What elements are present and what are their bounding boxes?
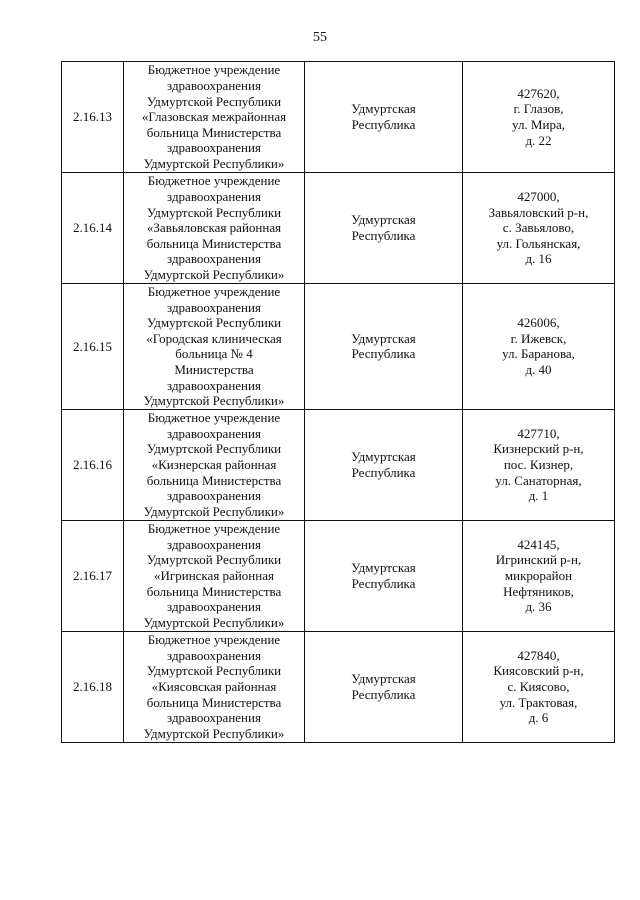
address: 424145, Игринский р-н, микрорайон Нефтяников, д. 36 <box>495 536 582 615</box>
page-number: 55 <box>313 30 327 45</box>
address-cell <box>463 284 615 410</box>
address-cell <box>463 173 615 284</box>
address-cell <box>463 631 615 742</box>
row-number: 2.16.13 <box>73 109 112 125</box>
institution-name-cell <box>124 173 305 284</box>
institution-name: Бюджетное учреждение здравоохранения Удмуртской Республики «Кизнерская районная больница Министерства здравоохранения Удмуртской Республики» <box>143 410 285 519</box>
region: Удмуртская Республика <box>351 671 416 702</box>
region-cell <box>305 409 463 520</box>
region: Удмуртская Республика <box>351 449 416 480</box>
row-number: 2.16.15 <box>73 338 112 354</box>
region-cell <box>305 173 463 284</box>
address: 427840, Киясовский р-н, с. Киясово, ул. Трактовая, д. 6 <box>493 647 584 726</box>
address: 426006, г. Ижевск, ул. Баранова, д. 40 <box>502 315 575 377</box>
row-number: 2.16.18 <box>73 678 112 694</box>
row-number: 2.16.17 <box>73 567 112 583</box>
row-number: 2.16.14 <box>73 220 112 236</box>
address: 427710, Кизнерский р-н, пос. Кизнер, ул. Санаторная, д. 1 <box>493 425 584 504</box>
region: Удмуртская Республика <box>351 560 416 591</box>
row-number-cell <box>62 409 124 520</box>
table-row <box>62 284 615 410</box>
table-row <box>62 409 615 520</box>
address: 427620, г. Глазов, ул. Мира, д. 22 <box>512 85 565 148</box>
row-number-cell <box>62 631 124 742</box>
institution-name-cell <box>124 409 305 520</box>
region-cell <box>305 62 463 173</box>
address-cell <box>463 409 615 520</box>
institution-name-cell <box>124 62 305 173</box>
institution-name: Бюджетное учреждение здравоохранения Удмуртской Республики «Игринская районная больница Министерства здравоохранения Удмуртской Республики» <box>143 521 285 630</box>
table-row <box>62 62 615 173</box>
address: 427000, Завьяловский р-н, с. Завьялово, ул. Гольянская, д. 16 <box>488 189 589 267</box>
row-number: 2.16.16 <box>73 456 112 472</box>
region: Удмуртская Республика <box>351 101 416 132</box>
address-cell <box>463 62 615 173</box>
table-row <box>62 173 615 284</box>
institution-name: Бюджетное учреждение здравоохранения Удмуртской Республики «Глазовская межрайонная больница Министерства здравоохранения Удмуртской Республики» <box>141 62 287 171</box>
region-cell <box>305 520 463 631</box>
table-row <box>62 631 615 742</box>
row-number-cell <box>62 284 124 410</box>
region-cell <box>305 284 463 410</box>
institution-name-cell <box>124 284 305 410</box>
institution-name-cell <box>124 631 305 742</box>
address-cell <box>463 520 615 631</box>
row-number-cell <box>62 173 124 284</box>
row-number-cell <box>62 62 124 173</box>
table-row <box>62 520 615 631</box>
region-cell <box>305 631 463 742</box>
institution-name: Бюджетное учреждение здравоохранения Удмуртской Республики «Завьяловская районная больница Министерства здравоохранения Удмуртской Республики» <box>143 173 285 282</box>
row-number-cell <box>62 520 124 631</box>
institution-name: Бюджетное учреждение здравоохранения Удмуртской Республики «Киясовская районная больница Министерства здравоохранения Удмуртской Республики» <box>143 632 285 741</box>
region: Удмуртская Республика <box>351 330 416 362</box>
region: Удмуртская Республика <box>351 212 416 243</box>
institution-name: Бюджетное учреждение здравоохранения Удмуртской Республики «Городская клиническая больница № 4 Министерства здравоохранения Удмуртской Республики» <box>143 284 285 409</box>
institution-name-cell <box>124 520 305 631</box>
institutions-table <box>61 61 615 743</box>
